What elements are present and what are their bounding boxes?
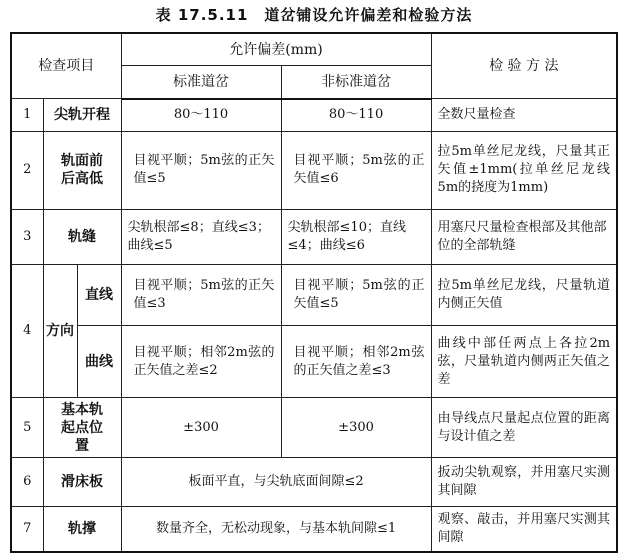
nonstandard-value: 目视平顺；5m弦的正矢值≤6 [281, 131, 431, 209]
nonstandard-value: 目视平顺；5m弦的正矢值≤5 [281, 264, 431, 325]
standard-value: ±300 [121, 397, 281, 457]
table-row [11, 131, 617, 209]
nonstandard-value: ±300 [281, 397, 431, 457]
row-item: 轨撑 [43, 507, 121, 552]
header-tolerance: 允许偏差(mm) [121, 33, 431, 66]
method-text: 由导线点尺量起点位置的距离与设计值之差 [431, 397, 617, 457]
method-text: 拉5m单丝尼龙线，尺量轨道内侧正矢值 [431, 264, 617, 325]
header-method: 检 验 方 法 [431, 33, 617, 99]
row-number: 5 [11, 397, 43, 457]
merged-value: 数量齐全，无松动现象，与基本轨间隙≤1 [121, 507, 431, 552]
standard-value: 目视平顺；5m弦的正矢值≤5 [121, 131, 281, 209]
nonstandard-value: 80～110 [281, 99, 431, 132]
header-item: 检查项目 [11, 33, 121, 99]
table-row [11, 507, 617, 552]
row-item: 方向 [43, 264, 77, 397]
method-text: 用塞尺尺量检查根部及其他部位的全部轨缝 [431, 209, 617, 264]
header-nonstandard: 非标准道岔 [281, 66, 431, 99]
standard-value: 目视平顺；相邻2m弦的正矢值之差≤2 [121, 326, 281, 398]
table-row [11, 458, 617, 507]
method-text: 曲线中部任两点上各拉2m弦，尺量轨道内侧两正矢值之差 [431, 326, 617, 398]
nonstandard-value: 尖轨根部≤10；直线≤4；曲线≤6 [281, 209, 431, 264]
table-row [11, 264, 617, 325]
method-text: 拉5m单丝尼龙线，尺量其正矢值±1mm(拉单丝尼龙线5m的挠度为1mm) [431, 131, 617, 209]
row-number: 4 [11, 264, 43, 397]
nonstandard-value: 目视平顺；相邻2m弦的正矢值之差≤3 [281, 326, 431, 398]
row-item: 轨缝 [43, 209, 121, 264]
method-text: 扳动尖轨观察，并用塞尺实测其间隙 [431, 458, 617, 507]
merged-value: 板面平直，与尖轨底面间隙≤2 [121, 458, 431, 507]
row-number: 6 [11, 458, 43, 507]
standard-value: 80～110 [121, 99, 281, 132]
row-number: 3 [11, 209, 43, 264]
row-item: 滑床板 [43, 458, 121, 507]
header-standard: 标准道岔 [121, 66, 281, 99]
row-number: 1 [11, 99, 43, 132]
row-subitem: 直线 [77, 264, 121, 325]
standard-value: 目视平顺；5m弦的正矢值≤3 [121, 264, 281, 325]
standard-value: 尖轨根部≤8；直线≤3；曲线≤5 [121, 209, 281, 264]
row-item: 尖轨开程 [43, 99, 121, 132]
row-item: 基本轨起点位置 [43, 397, 121, 457]
row-number: 7 [11, 507, 43, 552]
table-row [11, 397, 617, 457]
row-subitem: 曲线 [77, 326, 121, 398]
table-title: 表 17.5.11 道岔铺设允许偏差和检验方法 [155, 6, 473, 24]
table-row [11, 99, 617, 132]
method-text: 观察、敲击，并用塞尺实测其间隙 [431, 507, 617, 552]
table-row [11, 209, 617, 264]
row-number: 2 [11, 131, 43, 209]
row-item: 轨面前后高低 [43, 131, 121, 209]
tolerance-table [10, 32, 618, 553]
method-text: 全数尺量检查 [431, 99, 617, 132]
table-row [11, 326, 617, 398]
